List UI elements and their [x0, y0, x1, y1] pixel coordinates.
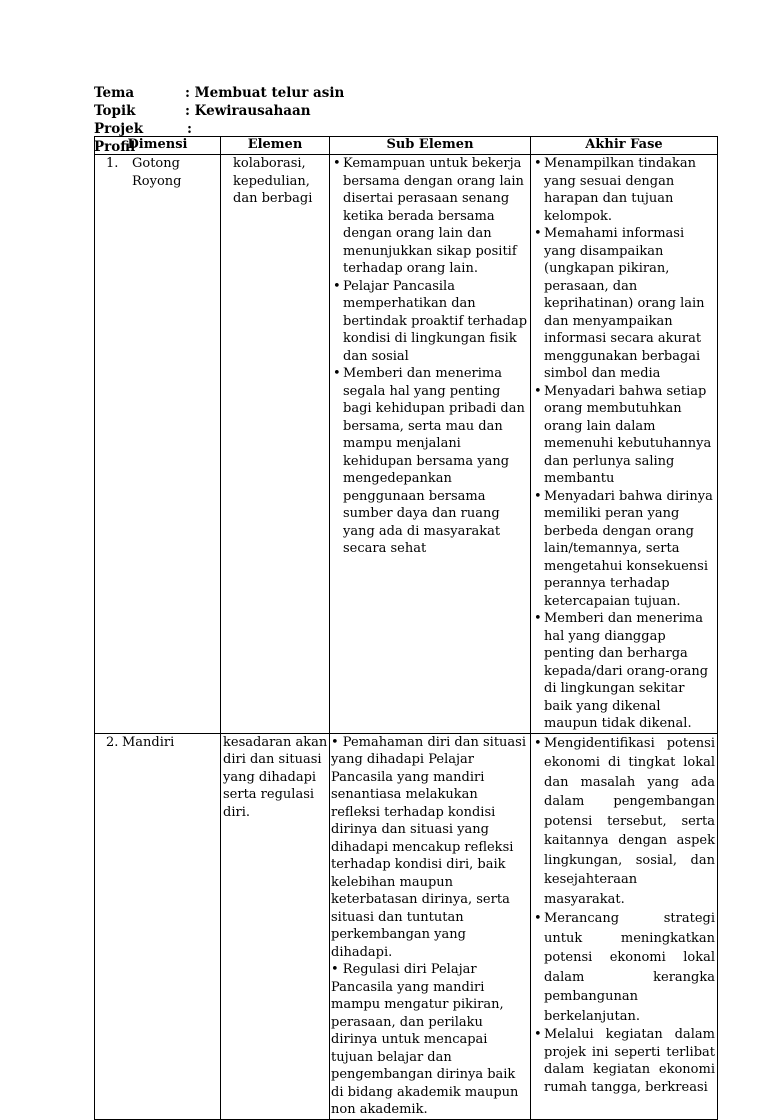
list-item: • Pelajar Pancasila memperhatikan dan bertindak proaktif terhadap kondisi di lingkungan fisik dan sosial: [333, 278, 528, 366]
list-item: • Kemampuan untuk bekerja bersama dengan orang lain disertai perasaan senang ketika berada bersama dengan orang lain dan menunjukkan sikap positif terhadap orang lain.: [333, 155, 528, 278]
column-header-akhir-fase: Akhir Fase: [531, 137, 718, 155]
akhir-fase-cell: [531, 733, 718, 1119]
projek-value: :: [187, 121, 192, 137]
topik-label: Topik: [94, 103, 136, 119]
elemen-cell: [221, 733, 330, 1119]
row-number: 2.: [106, 734, 119, 750]
column-header-sub-elemen: Sub Elemen: [330, 137, 531, 155]
akhir-fase-cell: [531, 155, 718, 734]
tema-label: Tema: [94, 85, 135, 101]
sub-elemen-cell: [330, 733, 531, 1119]
table-row: [95, 733, 718, 1119]
tema-value: : Membuat telur asin: [185, 85, 345, 101]
list-item: • Menyadari bahwa dirinya memiliki peran yang berbeda dengan orang lain/temannya, serta mengetahui konsekuensi perannya terhadap ketercapaian tujuan.: [534, 488, 715, 611]
akhir-fase-list: [534, 734, 715, 1097]
dimensi-text: Gotong Royong: [132, 156, 182, 189]
column-header-dimensi: Dimensi: [95, 137, 221, 155]
sub-elemen-list: [333, 155, 528, 558]
sub-elemen-cell: [330, 155, 531, 734]
tema-row: [94, 84, 344, 102]
list-item: • Memahami informasi yang disampaikan (ungkapan pikiran, perasaan, dan keprihatinan) orang lain dan menyampaikan informasi secara akurat menggunakan berbagai simbol dan media: [534, 225, 715, 383]
list-item: • Melalui kegiatan dalam projek ini seperti terlibat dalam kegiatan ekonomi rumah tangga, berkreasi: [534, 1026, 715, 1096]
akhir-fase-list: [534, 155, 715, 733]
list-item: • Menampilkan tindakan yang sesuai dengan harapan dan tujuan kelompok.: [534, 155, 715, 225]
elemen-text: kolaborasi, kepedulian, dan berbagi: [233, 156, 313, 206]
dimensi-cell: [95, 155, 221, 734]
list-item: • Menyadari bahwa setiap orang membutuhkan orang lain dalam memenuhi kebutuhannya dan perlunya saling membantu: [534, 383, 715, 488]
table-row: [95, 155, 718, 734]
projek-label: Projek Profil: [94, 121, 144, 155]
dimensi-cell: [95, 733, 221, 1119]
list-item: • Memberi dan menerima hal yang dianggap penting dan berharga kepada/dari orang-orang di lingkungan sekitar baik yang dikenal maupun tidak dikenal.: [534, 610, 715, 733]
topik-value: : Kewirausahaan: [185, 103, 311, 119]
column-header-elemen: Elemen: [221, 137, 330, 155]
list-item: • Memberi dan menerima segala hal yang penting bagi kehidupan pribadi dan bersama, serta mau dan mampu menjalani kehidupan bersama yang mengedepankan penggunaan bersama sumber daya dan ruang yang ada di masyarakat secara sehat: [333, 365, 528, 558]
elemen-cell: [221, 155, 330, 734]
profile-table: [94, 136, 718, 1120]
table-header-row: [95, 137, 718, 155]
dimensi-text: Mandiri: [122, 734, 175, 750]
list-item: • Mengidentifikasi potensi ekonomi di tingkat lokal dan masalah yang ada dalam pengembangan potensi tersebut, serta kaitannya dengan aspek lingkungan, sosial, dan kesejahteraan masyarakat.: [534, 734, 715, 910]
topik-row: [94, 102, 344, 120]
sub-elemen-paragraph: • Regulasi diri Pelajar Pancasila yang mandiri mampu mengatur pikiran, perasaan, dan perilaku dirinya untuk mencapai tujuan belajar dan pengembangan dirinya baik di bidang akademik maupun non akademik.: [331, 962, 519, 1117]
row-number: 1.: [106, 156, 119, 171]
list-item: • Merancang strategi untuk meningkatkan potensi ekonomi lokal dalam kerangka pembangunan berkelanjutan.: [534, 909, 715, 1026]
sub-elemen-paragraph: • Pemahaman diri dan situasi yang dihadapi Pelajar Pancasila yang mandiri senantiasa melakukan refleksi terhadap kondisi dirinya dan situasi yang dihadapi mencakup refleksi terhadap kondisi diri, baik kelebihan maupun keterbatasan dirinya, serta situasi dan tuntutan perkembangan yang dihadapi.: [331, 734, 527, 960]
elemen-text: kesadaran akan diri dan situasi yang dihadapi serta regulasi diri.: [223, 734, 328, 820]
